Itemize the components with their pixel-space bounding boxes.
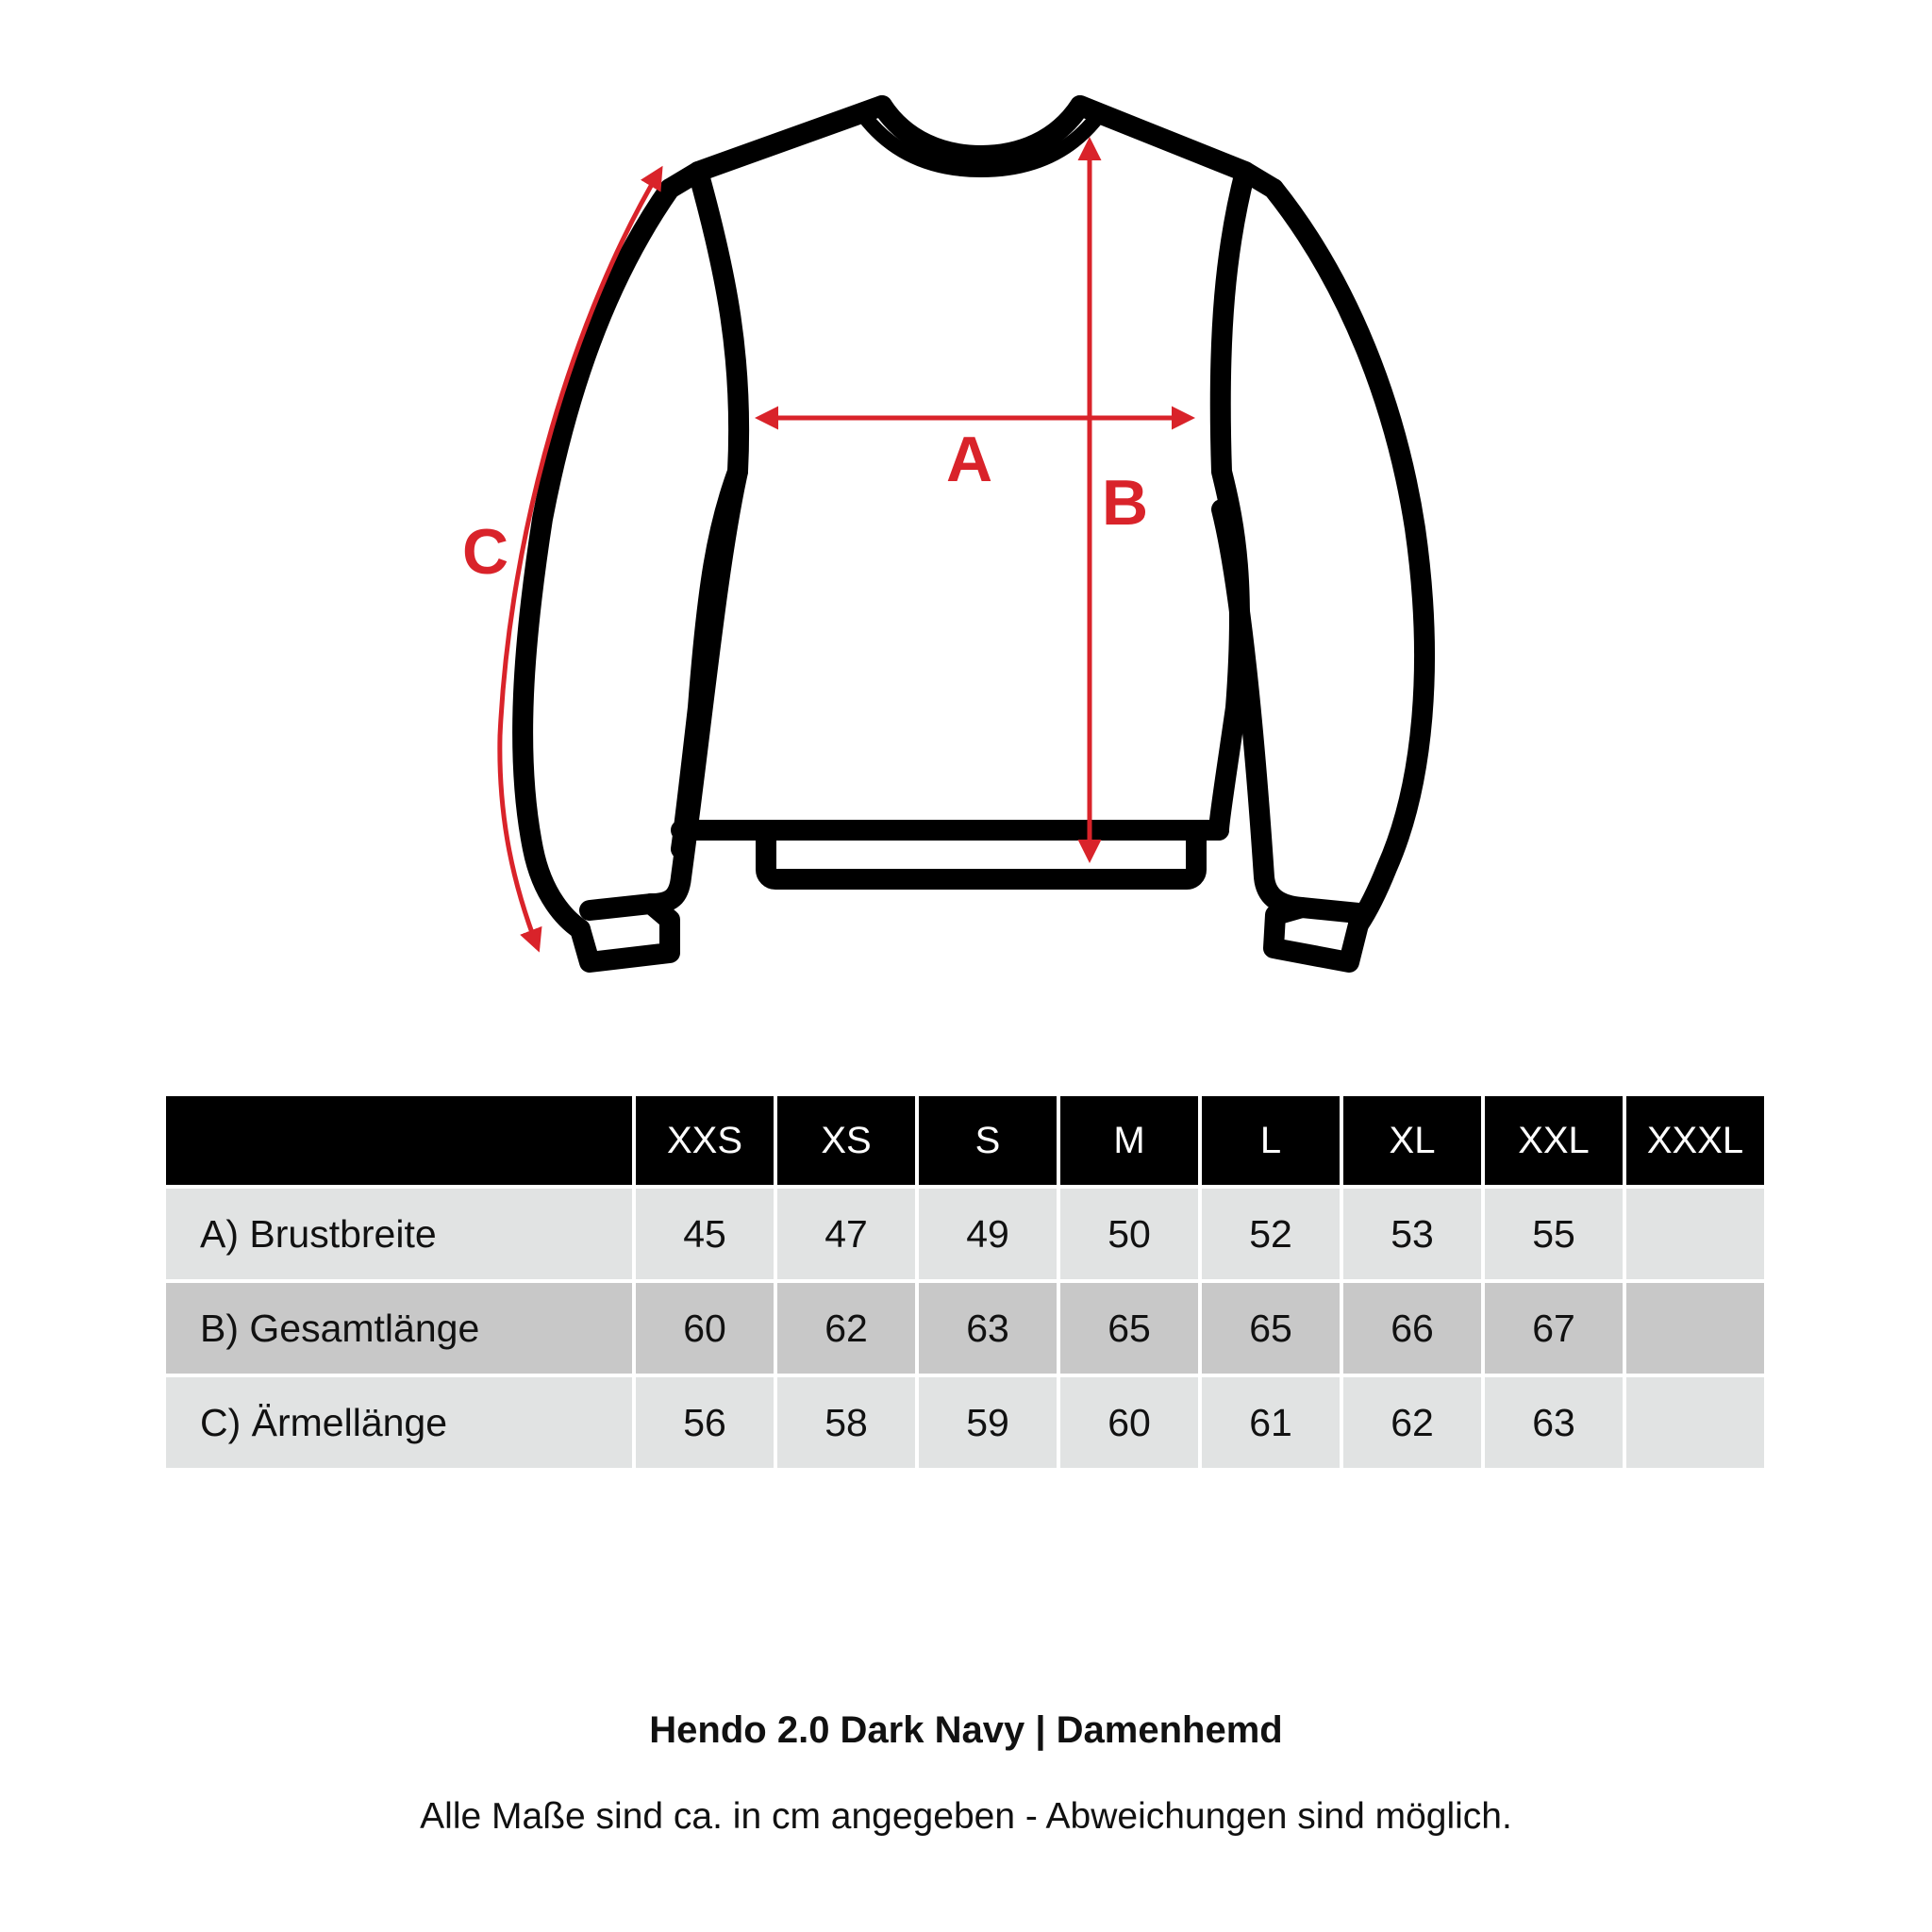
row-label: A) Brustbreite [166, 1189, 632, 1279]
table-cell: 59 [919, 1377, 1057, 1468]
label-c: C [462, 516, 509, 588]
table-cell: 47 [777, 1189, 915, 1279]
table-cell: 65 [1060, 1283, 1198, 1374]
label-a: A [946, 424, 993, 495]
table-cell: 67 [1485, 1283, 1623, 1374]
table-cell: 63 [919, 1283, 1057, 1374]
label-b: B [1102, 467, 1149, 539]
table-cell: 62 [777, 1283, 915, 1374]
table-row [166, 1283, 1764, 1374]
table-cell: 49 [919, 1189, 1057, 1279]
product-title: Hendo 2.0 Dark Navy | Damenhemd [649, 1709, 1283, 1751]
row-label: C) Ärmellänge [166, 1377, 632, 1468]
table-cell [1626, 1377, 1764, 1468]
size-header-row [166, 1096, 1764, 1185]
header-corner [166, 1096, 632, 1185]
size-header: XXS [636, 1096, 774, 1185]
table-cell: 52 [1202, 1189, 1340, 1279]
size-header: XL [1343, 1096, 1481, 1185]
table-cell: 45 [636, 1189, 774, 1279]
size-table [162, 1092, 1768, 1472]
table-cell: 63 [1485, 1377, 1623, 1468]
size-header: XS [777, 1096, 915, 1185]
table-cell: 50 [1060, 1189, 1198, 1279]
sweatshirt-outline-icon [523, 106, 1424, 962]
table-cell: 62 [1343, 1377, 1481, 1468]
size-header: XXXL [1626, 1096, 1764, 1185]
table-row [166, 1377, 1764, 1468]
table-row [166, 1189, 1764, 1279]
table-cell: 56 [636, 1377, 774, 1468]
table-cell: 55 [1485, 1189, 1623, 1279]
table-cell: 60 [636, 1283, 774, 1374]
table-cell [1626, 1283, 1764, 1374]
size-header: S [919, 1096, 1057, 1185]
table-cell: 58 [777, 1377, 915, 1468]
table-cell: 66 [1343, 1283, 1481, 1374]
size-header: M [1060, 1096, 1198, 1185]
table-cell: 53 [1343, 1189, 1481, 1279]
table-cell: 65 [1202, 1283, 1340, 1374]
table-cell: 61 [1202, 1377, 1340, 1468]
table-cell [1626, 1189, 1764, 1279]
size-header: L [1202, 1096, 1340, 1185]
table-cell: 60 [1060, 1377, 1198, 1468]
row-label: B) Gesamtlänge [166, 1283, 632, 1374]
size-header: XXL [1485, 1096, 1623, 1185]
footnote: Alle Maße sind ca. in cm angegeben - Abweichungen sind möglich. [420, 1796, 1512, 1837]
